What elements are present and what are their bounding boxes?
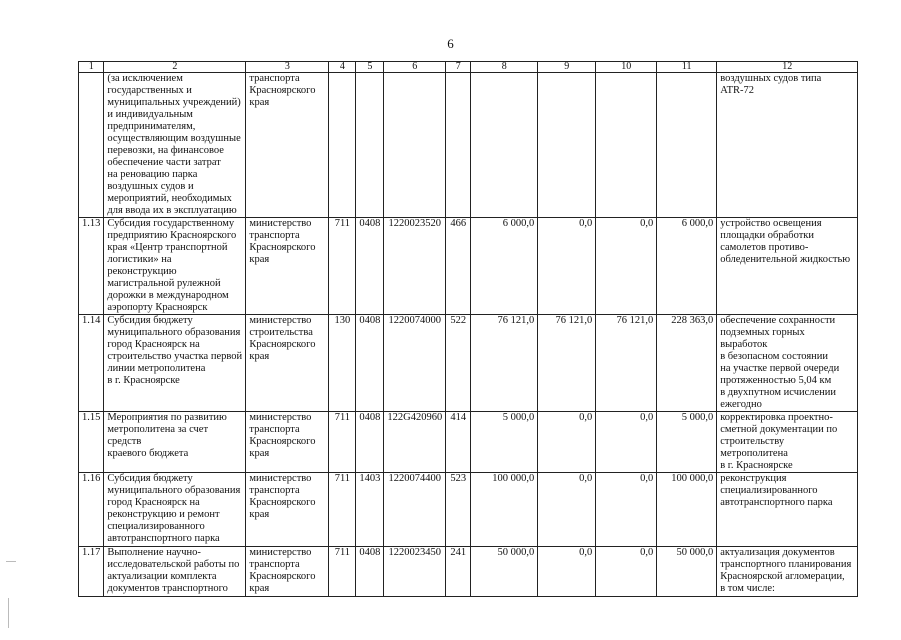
cell-10: 0,0 (596, 412, 657, 473)
row-number: 1.16 (79, 473, 104, 547)
measure-name: Выполнение научно- исследовательской работы по актуализации комплекта документов транспортного (104, 547, 246, 597)
cell-6: 1220074000 (384, 315, 446, 412)
cell-10: 0,0 (596, 473, 657, 547)
cell-5: 0408 (356, 315, 384, 412)
cell-6: 1220074400 (384, 473, 446, 547)
responsible-org: транспорта Красноярского края (246, 73, 329, 218)
budget-table (78, 61, 858, 597)
cell-4 (329, 73, 356, 218)
header-cell-3: 3 (246, 62, 329, 73)
cell-9: 0,0 (538, 412, 596, 473)
responsible-org: министерство транспорта Красноярского края (246, 412, 329, 473)
header-cell-11: 11 (657, 62, 717, 73)
header-cell-8: 8 (471, 62, 538, 73)
scan-mark (6, 561, 16, 562)
cell-5: 0408 (356, 218, 384, 315)
table-row (79, 547, 858, 597)
row-number: 1.13 (79, 218, 104, 315)
cell-5: 1403 (356, 473, 384, 547)
cell-8: 100 000,0 (471, 473, 538, 547)
expected-result: корректировка проектно- сметной документации по строительству метрополитена в г. Красноярске (717, 412, 858, 473)
responsible-org: министерство транспорта Красноярского края (246, 473, 329, 547)
cell-4: 711 (329, 218, 356, 315)
cell-11: 50 000,0 (657, 547, 717, 597)
row-number: 1.17 (79, 547, 104, 597)
cell-10: 0,0 (596, 547, 657, 597)
responsible-org: министерство транспорта Красноярского края (246, 218, 329, 315)
cell-9: 0,0 (538, 547, 596, 597)
header-cell-5: 5 (356, 62, 384, 73)
table-row (79, 218, 858, 315)
row-number: 1.15 (79, 412, 104, 473)
page-number: 6 (447, 36, 454, 51)
cell-5: 0408 (356, 412, 384, 473)
cell-6: 1220023520 (384, 218, 446, 315)
expected-result: реконструкция специализированного автотранспортного парка (717, 473, 858, 547)
table-row (79, 412, 858, 473)
cell-4: 130 (329, 315, 356, 412)
expected-result: воздушных судов типа ATR-72 (717, 73, 858, 218)
header-row (79, 62, 858, 73)
table-row (79, 73, 858, 218)
responsible-org: министерство строительства Красноярского края (246, 315, 329, 412)
expected-result: устройство освещения площадки обработки самолетов противо- обледенительной жидкостью (717, 218, 858, 315)
cell-9: 0,0 (538, 473, 596, 547)
cell-4: 711 (329, 412, 356, 473)
expected-result: актуализация документов транспортного планирования Красноярской агломерации, в том числе: (717, 547, 858, 597)
cell-8 (471, 73, 538, 218)
cell-5 (356, 73, 384, 218)
cell-7: 414 (446, 412, 471, 473)
cell-7 (446, 73, 471, 218)
cell-8: 6 000,0 (471, 218, 538, 315)
table-row (79, 473, 858, 547)
header-cell-4: 4 (329, 62, 356, 73)
cell-11: 100 000,0 (657, 473, 717, 547)
cell-7: 466 (446, 218, 471, 315)
cell-6 (384, 73, 446, 218)
cell-4: 711 (329, 547, 356, 597)
cell-9 (538, 73, 596, 218)
header-cell-2: 2 (104, 62, 246, 73)
cell-10 (596, 73, 657, 218)
cell-11 (657, 73, 717, 218)
header-cell-9: 9 (538, 62, 596, 73)
measure-name: Субсидия государственному предприятию Красноярского края «Центр транспортной логистики» на реконструкцию магистральной рулежной дорожки в международном аэропорту Красноярск (104, 218, 246, 315)
cell-5: 0408 (356, 547, 384, 597)
cell-7: 241 (446, 547, 471, 597)
table-row (79, 315, 858, 412)
scan-mark (8, 598, 9, 628)
cell-8: 5 000,0 (471, 412, 538, 473)
measure-name: (за исключением государственных и муниципальных учреждений) и индивидуальным предпринимателям, осуществляющим воздушные перевозки, на финансовое обеспечение части затрат на реновацию парка воздушных судов и мероприятий, необходимых для ввода их в эксплуатацию (104, 73, 246, 218)
cell-10: 76 121,0 (596, 315, 657, 412)
header-cell-7: 7 (446, 62, 471, 73)
cell-11: 5 000,0 (657, 412, 717, 473)
header-cell-10: 10 (596, 62, 657, 73)
cell-11: 228 363,0 (657, 315, 717, 412)
cell-9: 76 121,0 (538, 315, 596, 412)
measure-name: Мероприятия по развитию метрополитена за счет средств краевого бюджета (104, 412, 246, 473)
row-number (79, 73, 104, 218)
measure-name: Субсидия бюджету муниципального образования город Красноярск на строительство участка первой линии метрополитена в г. Красноярске (104, 315, 246, 412)
cell-9: 0,0 (538, 218, 596, 315)
cell-8: 50 000,0 (471, 547, 538, 597)
cell-7: 522 (446, 315, 471, 412)
expected-result: обеспечение сохранности подземных горных выработок в безопасном состоянии на участке первой очереди протяженностью 5,04 км в двухпутном исчислении ежегодно (717, 315, 858, 412)
responsible-org: министерство транспорта Красноярского края (246, 547, 329, 597)
cell-10: 0,0 (596, 218, 657, 315)
cell-6: 122G420960 (384, 412, 446, 473)
cell-11: 6 000,0 (657, 218, 717, 315)
header-cell-1: 1 (79, 62, 104, 73)
header-cell-12: 12 (717, 62, 858, 73)
cell-7: 523 (446, 473, 471, 547)
measure-name: Субсидия бюджету муниципального образования город Красноярск на реконструкцию и ремонт специализированного автотранспортного парка (104, 473, 246, 547)
row-number: 1.14 (79, 315, 104, 412)
cell-4: 711 (329, 473, 356, 547)
cell-6: 1220023450 (384, 547, 446, 597)
header-cell-6: 6 (384, 62, 446, 73)
cell-8: 76 121,0 (471, 315, 538, 412)
